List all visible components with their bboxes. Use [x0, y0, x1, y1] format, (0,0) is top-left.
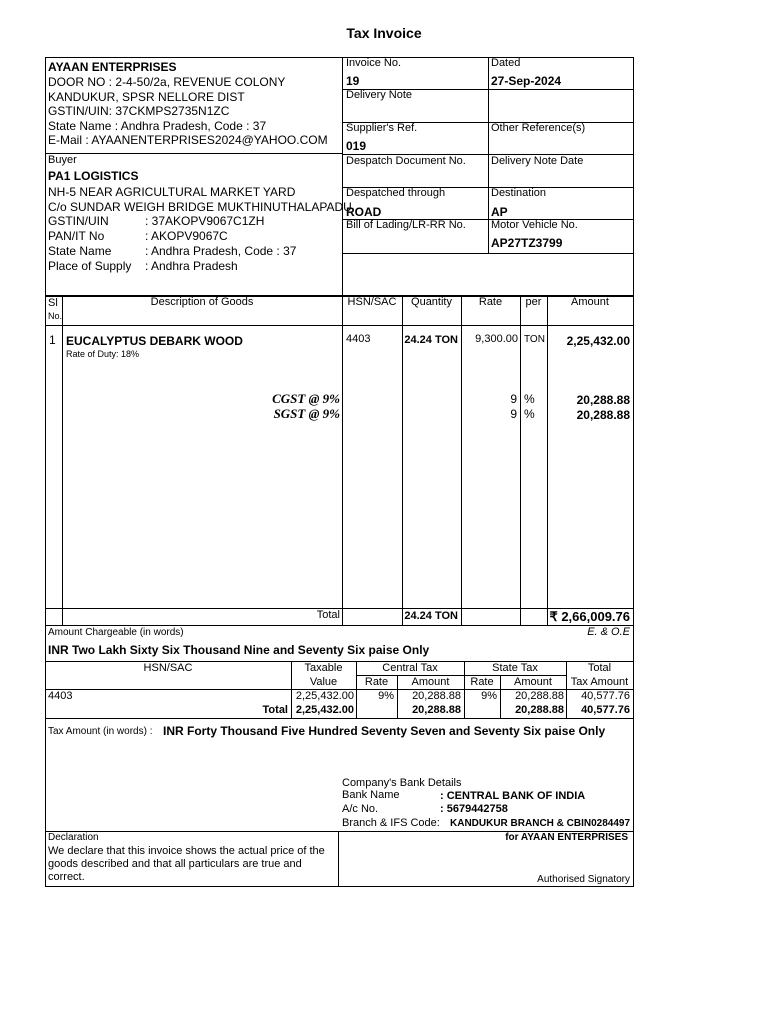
tax-row-central-amount: 20,288.88 — [412, 690, 461, 702]
despatch-doc-label: Despatch Document No. — [346, 155, 466, 167]
suppliers-ref: 019 — [346, 139, 367, 153]
seller-gstin: GSTIN/UIN: 37CKMPS2735N1ZC — [48, 104, 230, 118]
dated-value: 27-Sep-2024 — [491, 74, 562, 88]
tax-total-label: Total — [262, 704, 288, 716]
seller-name: AYAAN ENTERPRISES — [48, 60, 177, 74]
tax-total-head-1: Total — [587, 662, 612, 674]
buyer-address-1: NH-5 NEAR AGRICULTURAL MARKET YARD — [48, 185, 296, 199]
page-title: Tax Invoice — [346, 25, 422, 41]
motor-vehicle-label: Motor Vehicle No. — [491, 219, 578, 231]
bank-name-value: : CENTRAL BANK OF INDIA — [440, 790, 586, 802]
buyer-address-2: C/o SUNDAR WEIGH BRIDGE MUKTHINUTHALAPADU — [48, 200, 352, 214]
seller-state: State Name : Andhra Pradesh, Code : 37 — [48, 119, 267, 133]
declaration-line-1: We declare that this invoice shows the actual price of the — [48, 845, 325, 857]
tax-state-rate-head: Rate — [470, 676, 494, 688]
declaration-line-2: goods described and that all particulars are true and — [48, 858, 302, 870]
item-sl: 1 — [49, 333, 56, 347]
declaration-label: Declaration — [48, 832, 99, 843]
buyer-state-value: : Andhra Pradesh, Code : 37 — [145, 244, 297, 258]
tax-taxable-head-1: Taxable — [304, 662, 343, 674]
tax-row-taxable: 2,25,432.00 — [295, 690, 354, 702]
invoice-no-label: Invoice No. — [346, 57, 402, 69]
buyer-pos-label: Place of Supply — [48, 259, 132, 273]
bank-heading: Company's Bank Details — [342, 777, 462, 789]
tax-total-total: 40,577.76 — [581, 704, 630, 716]
tax-row-central-rate: 9% — [378, 690, 394, 702]
tax-state-head: State Tax — [492, 662, 538, 674]
item-rate: 9,300.00 — [475, 333, 518, 345]
motor-vehicle: AP27TZ3799 — [491, 236, 563, 250]
eoe: E. & O.E — [587, 626, 630, 638]
sgst-rate: 9 — [510, 407, 517, 421]
buyer-state-label: State Name — [48, 244, 112, 258]
tax-central-amount-head: Amount — [411, 676, 450, 688]
delivery-note-date-label: Delivery Note Date — [491, 155, 584, 167]
cgst-amount: 20,288.88 — [576, 393, 630, 407]
tax-central-head: Central Tax — [382, 662, 438, 674]
amount-words-label: Amount Chargeable (in words) — [48, 627, 184, 638]
seller-address-2: KANDUKUR, SPSR NELLORE DIST — [48, 90, 245, 104]
delivery-note-label: Delivery Note — [346, 89, 413, 101]
col-rate: Rate — [478, 296, 503, 308]
item-description: EUCALYPTUS DEBARK WOOD — [66, 334, 243, 348]
tax-hsn-head: HSN/SAC — [143, 662, 193, 674]
tax-total-taxable: 2,25,432.00 — [295, 704, 354, 716]
buyer-name: PA1 LOGISTICS — [48, 169, 139, 183]
dated-label: Dated — [491, 57, 521, 69]
tax-state-amount-head: Amount — [514, 676, 552, 688]
frame-right — [633, 57, 634, 887]
account-no-value: : 5679442758 — [440, 803, 508, 815]
bill-of-lading-label: Bill of Lading/LR-RR No. — [346, 219, 466, 231]
branch-value: KANDUKUR BRANCH & CBIN0284497 — [450, 818, 631, 829]
tax-row-hsn: 4403 — [48, 690, 73, 702]
frame-left — [45, 57, 46, 887]
cgst-percent: % — [524, 392, 535, 406]
buyer-pos-value: : Andhra Pradesh — [145, 259, 238, 273]
col-amount: Amount — [571, 296, 609, 308]
tax-words: INR Forty Thousand Five Hundred Seventy Seven and Seventy Six paise Only — [163, 724, 606, 738]
item-quantity: 24.24 TON — [404, 334, 458, 346]
tax-total-head-2: Tax Amount — [570, 676, 629, 688]
sgst-amount: 20,288.88 — [576, 408, 630, 422]
total-amount: ₹ 2,66,009.76 — [549, 609, 630, 624]
frame-bottom — [45, 886, 634, 887]
seller-address-1: DOOR NO : 2-4-50/2a, REVENUE COLONY — [48, 75, 286, 89]
sgst-label: SGST @ 9% — [273, 406, 340, 421]
col-sl: Sl — [48, 297, 58, 309]
tax-row-state-amount: 20,288.88 — [515, 690, 564, 702]
col-hsn: HSN/SAC — [347, 296, 397, 308]
authorised-signatory: Authorised Signatory — [537, 874, 630, 885]
invoice-no: 19 — [346, 74, 360, 88]
col-per: per — [525, 296, 542, 308]
despatched-through: ROAD — [346, 205, 382, 219]
col-no: No. — [48, 311, 63, 321]
cgst-rate: 9 — [510, 392, 517, 406]
sgst-percent: % — [524, 407, 535, 421]
tax-row-state-rate: 9% — [481, 690, 497, 702]
branch-label: Branch & IFS Code: — [342, 817, 440, 829]
item-amount: 2,25,432.00 — [566, 334, 630, 348]
item-rate-of-duty: Rate of Duty: 18% — [66, 349, 140, 359]
tax-central-rate-head: Rate — [364, 676, 389, 688]
destination-label: Destination — [491, 187, 547, 199]
item-per: TON — [524, 334, 545, 345]
buyer-label: Buyer — [48, 154, 77, 166]
buyer-pan-value: : AKOPV9067C — [145, 229, 228, 243]
col-quantity: Quantity — [411, 296, 452, 308]
amount-words: INR Two Lakh Sixty Six Thousand Nine and Seventy Six paise Only — [48, 643, 430, 657]
cgst-label: CGST @ 9% — [272, 391, 340, 406]
buyer-pan-label: PAN/IT No — [48, 229, 105, 243]
item-hsn: 4403 — [346, 333, 371, 345]
destination: AP — [491, 205, 508, 219]
buyer-gstin-value: : 37AKOPV9067C1ZH — [145, 214, 265, 228]
for-company: for AYAAN ENTERPRISES — [505, 832, 628, 843]
bank-name-label: Bank Name — [342, 789, 400, 801]
tax-total-state-amount: 20,288.88 — [515, 704, 564, 716]
other-ref-label: Other Reference(s) — [491, 122, 586, 134]
buyer-gstin-label: GSTIN/UIN — [48, 214, 109, 228]
col-description: Description of Goods — [150, 296, 254, 308]
tax-row-total: 40,577.76 — [581, 690, 630, 702]
declaration-line-3: correct. — [48, 871, 85, 883]
tax-words-label: Tax Amount (in words) : — [48, 726, 153, 737]
frame-top — [45, 57, 634, 58]
total-label: Total — [316, 609, 340, 621]
total-quantity: 24.24 TON — [404, 610, 458, 622]
despatched-through-label: Despatched through — [346, 187, 446, 199]
tax-total-central-amount: 20,288.88 — [412, 704, 461, 716]
suppliers-ref-label: Supplier's Ref. — [346, 122, 418, 134]
account-no-label: A/c No. — [342, 803, 379, 815]
tax-taxable-head-2: Value — [309, 676, 338, 688]
seller-email: E-Mail : AYAANENTERPRISES2024@YAHOO.COM — [48, 133, 328, 147]
